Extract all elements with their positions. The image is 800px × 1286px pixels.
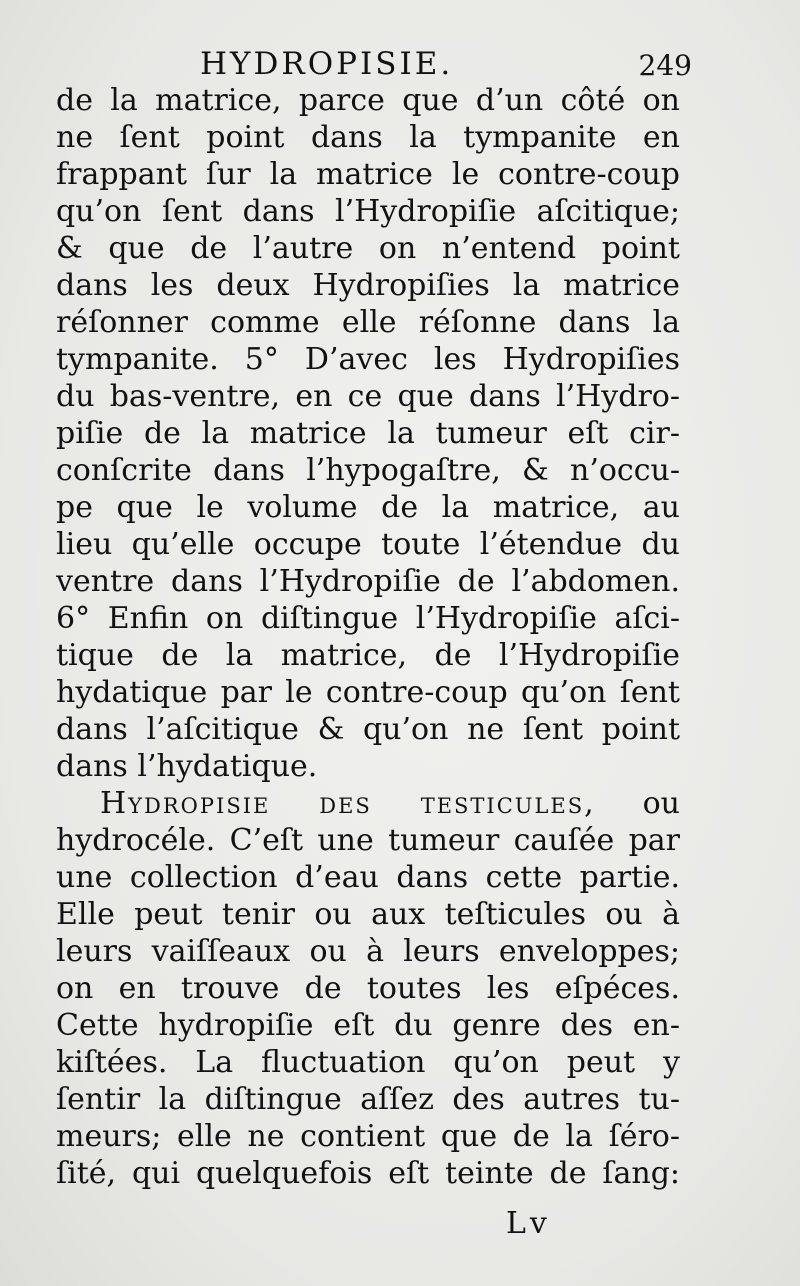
text-line: leurs vaiſſeaux ou à leurs enveloppes; bbox=[56, 934, 680, 969]
entry-heading: Hydropisie des testicules, bbox=[100, 786, 596, 821]
paragraph-differential-diagnosis bbox=[56, 82, 680, 785]
text-line: réſonner comme elle réſonne dans la bbox=[56, 305, 680, 340]
text-line: dans l’aſcitique & qu’on ne ſent point bbox=[56, 712, 680, 747]
signature-mark: Lv bbox=[506, 1206, 551, 1241]
text-line: une collection d’eau dans cette partie. bbox=[56, 860, 680, 895]
text-line: tique de la matrice, de l’Hydropiſie bbox=[56, 638, 680, 673]
text-line: ventre dans l’Hydropiſie de l’abdomen. bbox=[56, 564, 680, 599]
text-line: Cette hydropiſie eſt du genre des en- bbox=[56, 1008, 680, 1043]
text-line: kiſtées. La fluctuation qu’on peut y bbox=[56, 1045, 680, 1080]
text-line: lieu qu’elle occupe toute l’étendue du bbox=[56, 527, 680, 562]
text-line: frappant ſur la matrice le contre-coup bbox=[56, 157, 680, 192]
text-line: tympanite. 5° D’avec les Hydropiſies bbox=[56, 342, 680, 377]
text-line: ſité, qui quelquefois eſt teinte de ſang: bbox=[56, 1156, 680, 1191]
paragraph-hydropisie-des-testicules bbox=[56, 785, 680, 1192]
text-line: ſentir la diſtingue aſſez des autres tu- bbox=[56, 1082, 680, 1117]
text-line: conſcrite dans l’hypogaſtre, & n’occu- bbox=[56, 453, 680, 488]
running-title: HYDROPISIE. bbox=[200, 46, 454, 82]
text-line: dans l’hydatique. bbox=[56, 749, 318, 784]
text-line: ne ſent point dans la tympanite en bbox=[56, 120, 680, 155]
text-line: meurs; elle ne contient que de la ſéro- bbox=[56, 1119, 680, 1154]
running-head bbox=[52, 42, 692, 86]
text-line: 6° Enfin on diſtingue l’Hydropiſie aſci- bbox=[56, 601, 680, 636]
text-line: pe que le volume de la matrice, au bbox=[56, 490, 680, 525]
text-line: du bas-ventre, en ce que dans l’Hydro- bbox=[56, 379, 680, 414]
text-line: dans les deux Hydropiſies la matrice bbox=[56, 268, 680, 303]
text-line: on en trouve de toutes les eſpéces. bbox=[56, 971, 680, 1006]
text-line: hydrocéle. C’eſt une tumeur cauſée par bbox=[56, 823, 680, 858]
text-line: & que de l’autre on n’entend point bbox=[56, 231, 680, 266]
body-text bbox=[56, 82, 680, 1192]
text-line-entry-start bbox=[56, 785, 680, 822]
text-line: de la matrice, parce que d’un côté on bbox=[56, 83, 680, 118]
text-line: Elle peut tenir ou aux teſticules ou à bbox=[56, 897, 680, 932]
text-line: qu’on ſent dans l’Hydropiſie aſcitique; bbox=[56, 194, 680, 229]
entry-first-line-rest: ou bbox=[642, 786, 680, 821]
text-line: hydatique par le contre-coup qu’on ſent bbox=[56, 675, 680, 710]
text-line: piſie de la matrice la tumeur eſt cir- bbox=[56, 416, 680, 451]
page-number: 249 bbox=[638, 49, 692, 82]
